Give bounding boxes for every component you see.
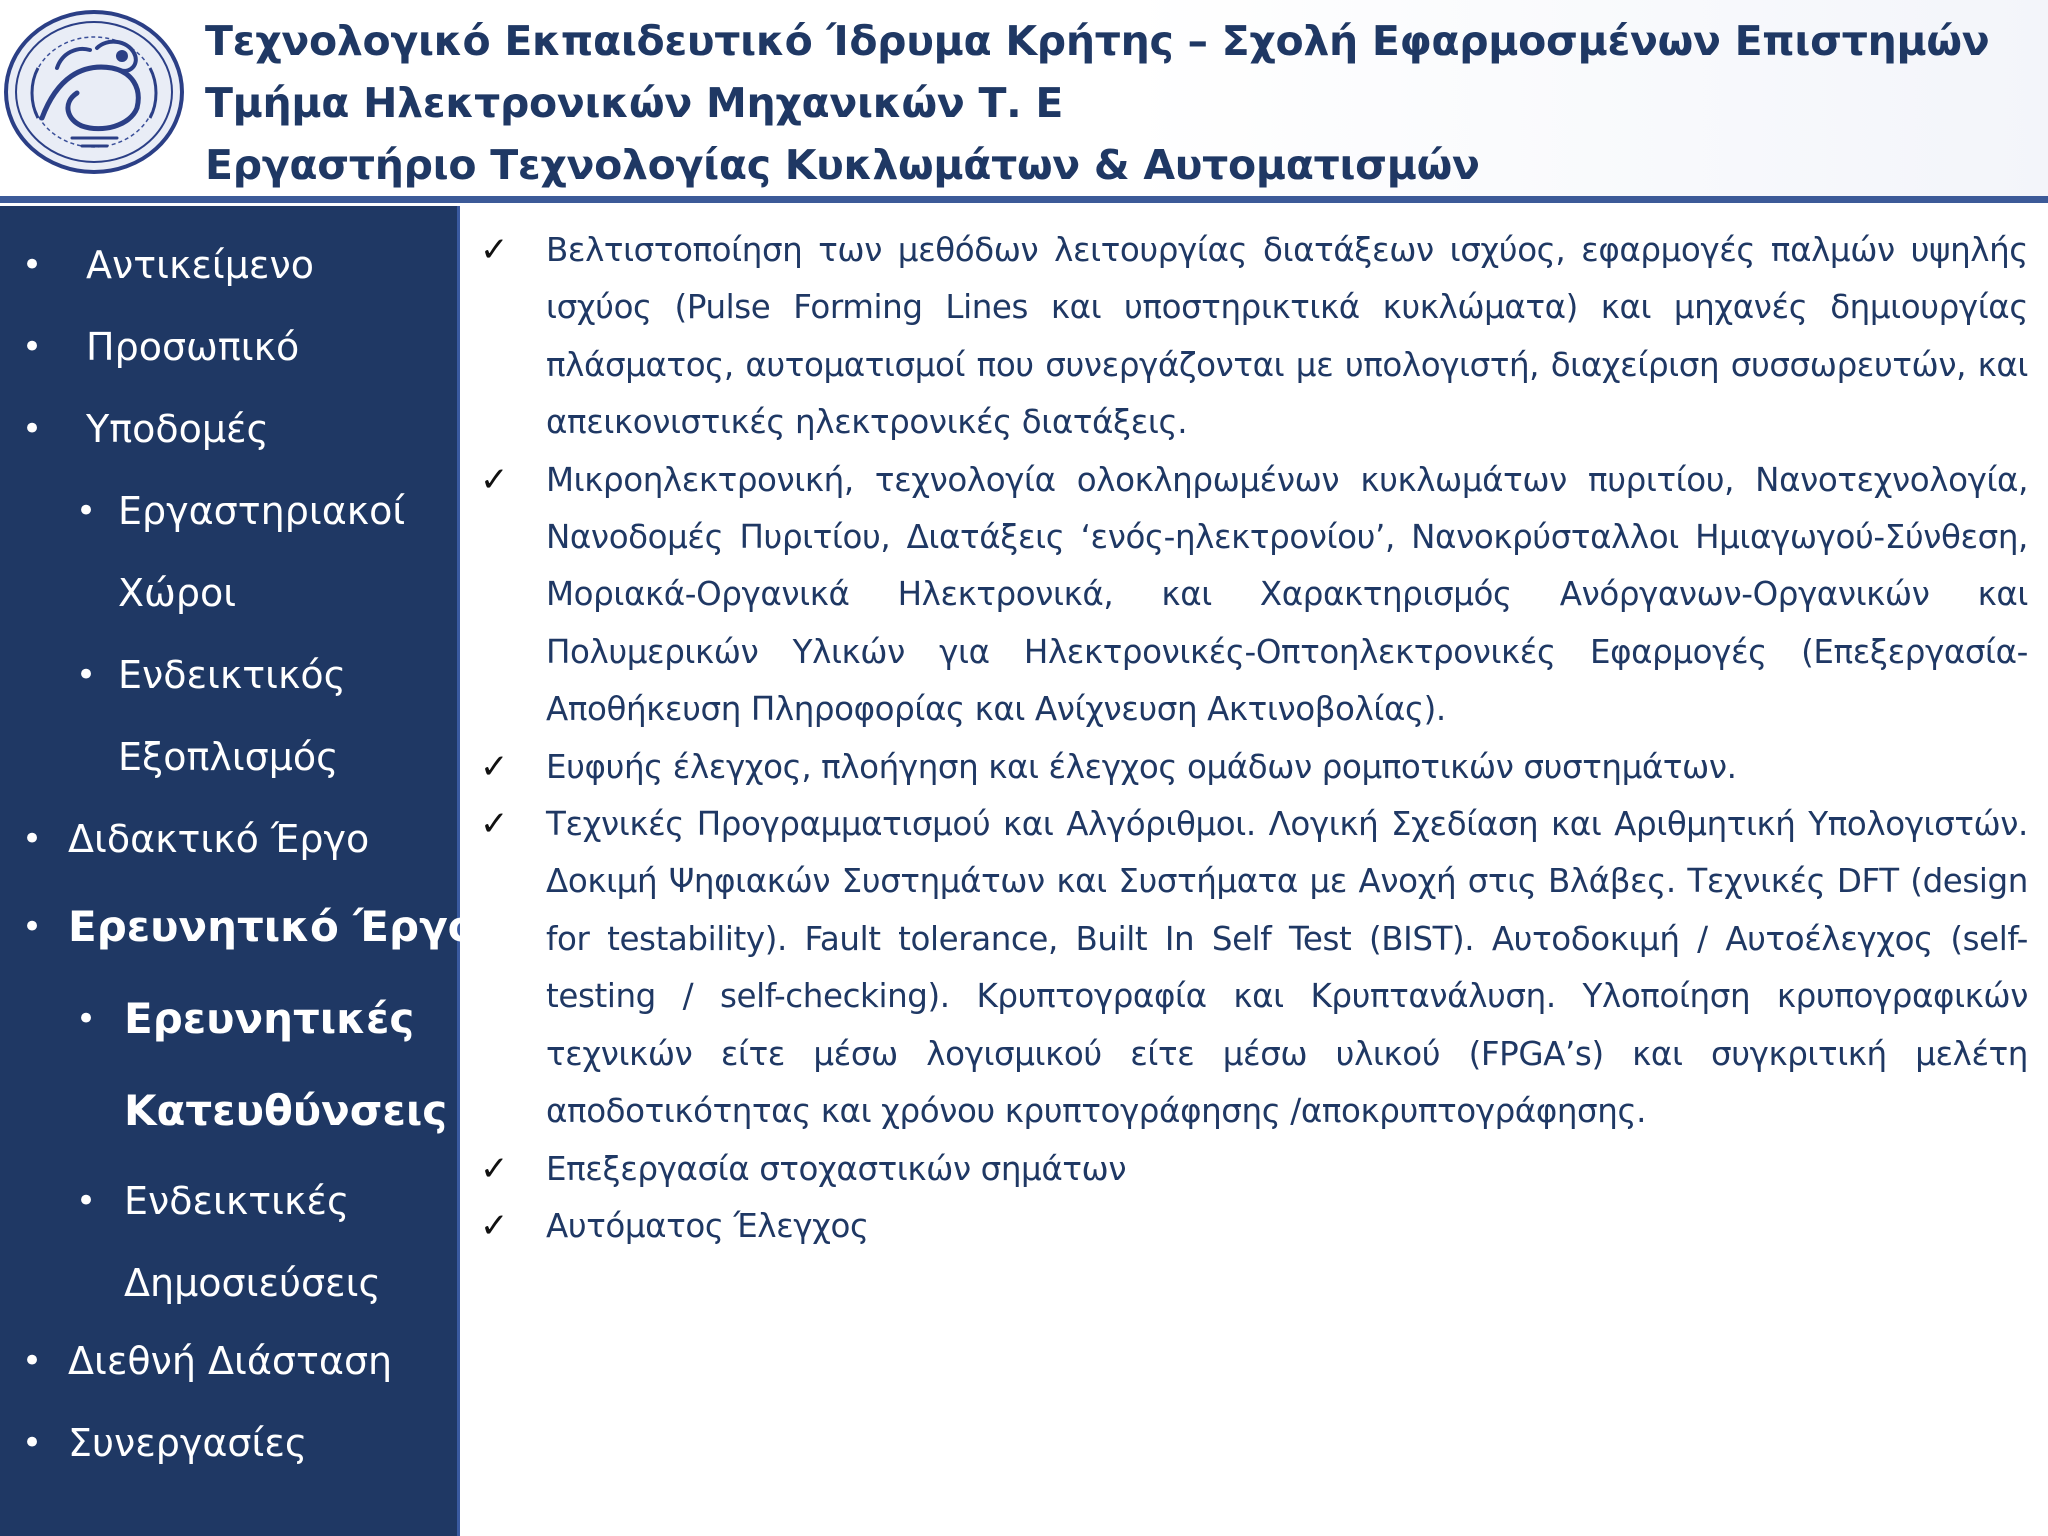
sidebar-item-research-directions-cont[interactable]: Κατευθύνσεις [124,1086,448,1135]
institution-seal-icon [2,8,186,176]
header-institution: Τεχνολογικό Εκπαιδευτικό Ίδρυμα Κρήτης – Σχολή Εφαρμοσμένων Επιστημών [205,17,1990,65]
sidebar-item-publications[interactable]: Ενδεικτικές [124,1179,350,1223]
list-item-text: Βελτιστοποίηση των μεθόδων λειτουργίας διατάξεων ισχύος, εφαρμογές παλμών υψηλής ισχύος (Pulse Forming Lines και υποστηρικτικά κυκλώματα) και μηχανές δημιουργίας πλάσματος, αυτοματισμοί που συνεργάζονται με υπολογιστή, διαχείριση συσσωρευτών, και απεικονιστικές ηλεκτρονικές διατάξεις. [546,231,2028,442]
list-item [480,1141,2028,1198]
header-title-block [205,10,2035,196]
nav-bullet: • [22,1423,43,1463]
sidebar-item-teaching[interactable]: Διδακτικό Έργο [68,817,370,861]
sidebar-item-research[interactable]: Ερευνητικό Έργο [68,902,477,951]
list-item-text: Ευφυής έλεγχος, πλοήγηση και έλεγχος ομάδων ρομποτικών συστημάτων. [546,747,1737,786]
nav-bullet: • [22,819,43,859]
nav-bullet: • [22,245,43,285]
nav-bullet: • [22,1341,43,1381]
sidebar-item-staff[interactable]: Προσωπικό [86,325,300,369]
list-item-text: Μικροηλεκτρονική, τεχνολογία ολοκληρωμένων κυκλωμάτων πυριτίου, Νανοτεχνολογία, Νανοδομές Πυριτίου, Διατάξεις ‘ενός-ηλεκτρονίου’, Νανοκρύσταλλοι Ημιαγωγού-Σύνθεση, Μοριακά-Οργανικά Ηλεκτρονικά, και Χαρακτηρισμός Ανόργανων-Οργανικών και Πολυμερικών Υλικών για Ηλεκτρονικές-Οπτοηλεκτρονικές Εφαρμογές (Επεξεργασία-Αποθήκευση Πληροφορίας και Ανίχνευση Ακτινοβολίας). [546,460,2028,729]
research-directions-list [480,222,2028,1255]
sidebar-item-infrastructure[interactable]: Υποδομές [86,407,269,451]
list-item-text: Αυτόματος Έλεγχος [546,1206,869,1245]
nav-bullet: • [22,907,43,947]
checkmark-icon: ✓ [480,230,509,270]
sidebar-item-equipment-cont[interactable]: Εξοπλισμός [118,735,339,779]
sidebar-item-objective[interactable]: Αντικείμενο [86,243,314,287]
header-laboratory: Εργαστήριο Τεχνολογίας Κυκλωμάτων & Αυτοματισμών [205,141,1480,189]
sidebar-item-publications-cont[interactable]: Δημοσιεύσεις [124,1261,381,1305]
list-item [480,222,2028,452]
nav-bullet: • [76,1181,97,1221]
header-divider [0,196,2048,203]
header-department: Τμήμα Ηλεκτρονικών Μηχανικών Τ. Ε [205,79,1064,127]
list-item [480,739,2028,796]
list-item-text: Τεχνικές Προγραμματισμού και Αλγόριθμοι. Λογική Σχεδίαση και Αριθμητική Υπολογιστών. Δοκιμή Ψηφιακών Συστημάτων και Συστήματα με Ανοχή στις Βλάβες. Τεχνικές DFT (design for testability). Fault tolerance, Built In Self Test (BIST). Αυτοδοκιμή / Αυτοέλεγχος (self-testing / self-checking). Κρυπτογραφία και Κρυπτανάλυση. Υλοποίηση κρυπογραφικών τεχνικών είτε μέσω λογισμικού είτε μέσω υλικού (FPGA’s) και συγκριτική μελέτη αποδοτικότητας και χρόνου κρυπτογράφησης /αποκρυπτογράφησης. [546,805,2028,1131]
checkmark-icon: ✓ [480,1205,509,1246]
nav-bullet: • [76,655,97,695]
nav-bullet: • [76,491,97,531]
checkmark-icon: ✓ [480,1148,509,1189]
checkmark-icon: ✓ [480,804,509,845]
list-item-text: Επεξεργασία στοχαστικών σημάτων [546,1149,1127,1188]
sidebar-item-equipment[interactable]: Ενδεικτικός [118,653,346,697]
sidebar-item-collaborations[interactable]: Συνεργασίες [68,1421,308,1465]
list-item [480,452,2028,739]
list-item [480,796,2028,1140]
sidebar-item-lab-spaces-cont[interactable]: Χώροι [118,571,237,615]
list-item [480,1198,2028,1255]
nav-bullet: • [22,409,43,449]
sidebar-nav [0,206,477,1536]
header [0,0,2048,196]
checkmark-icon: ✓ [480,459,509,500]
sidebar-item-international[interactable]: Διεθνή Διάσταση [68,1339,393,1383]
checkmark-icon: ✓ [480,746,509,787]
sidebar-item-research-directions[interactable]: Ερευνητικές [124,994,415,1043]
nav-bullet: • [22,327,43,367]
sidebar-item-lab-spaces[interactable]: Εργαστηριακοί [118,489,406,533]
nav-bullet: • [76,999,97,1039]
